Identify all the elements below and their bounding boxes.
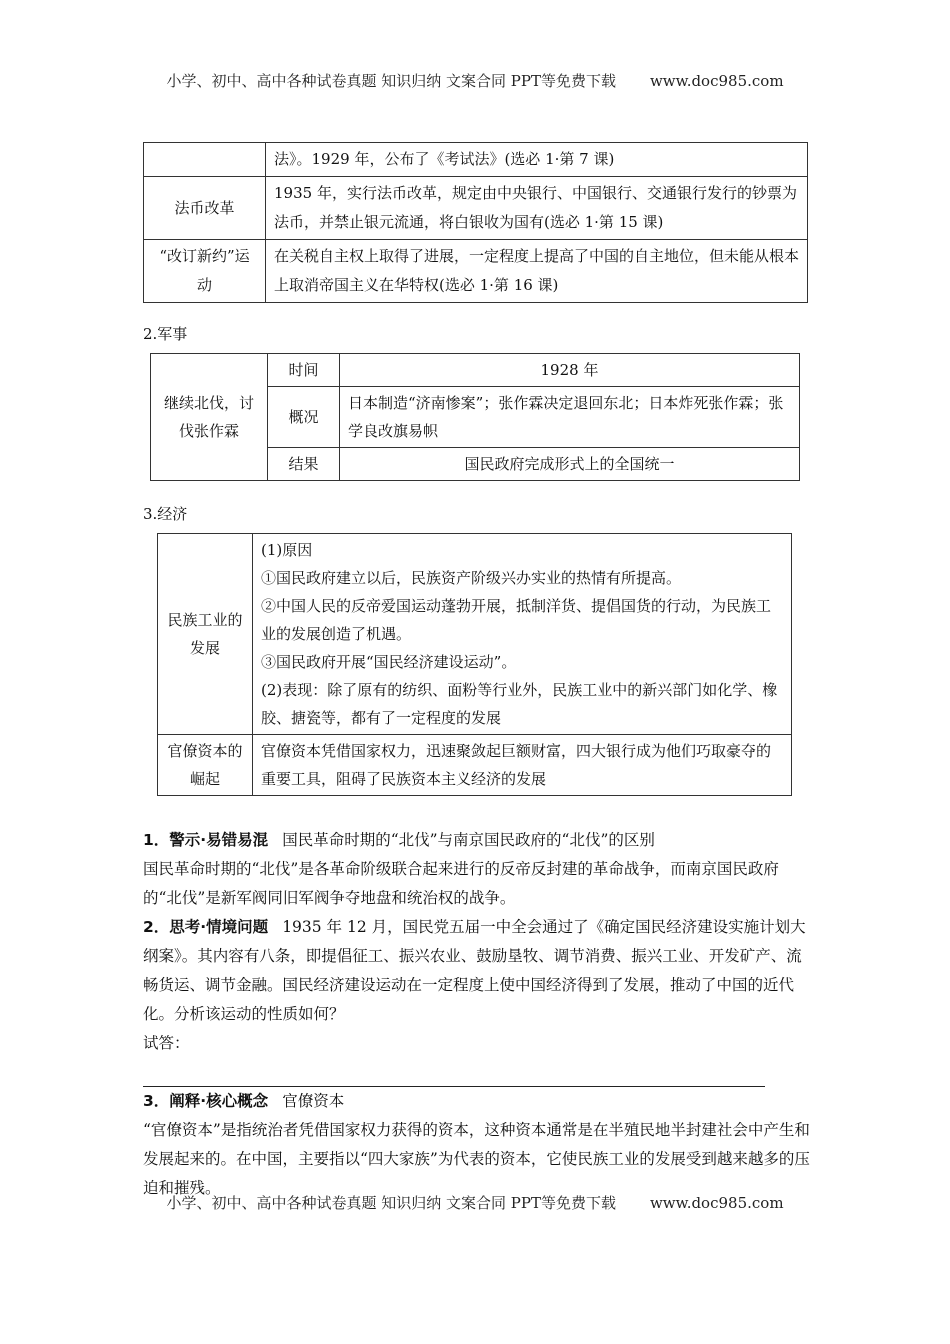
row-label <box>144 143 266 177</box>
table-row <box>158 735 792 796</box>
table-row <box>144 240 808 303</box>
row-label: 民族工业的发展 <box>158 534 253 735</box>
note-3-heading <box>143 1087 811 1116</box>
note-2-body: 1935 年 12 月，国民党五届一中全会通过了《确定国民经济建设实施计划大纲案》。其内容有八条，即提倡征工、振兴农业、鼓励垦牧、调节消费、振兴工业、开发矿产、流畅货运、调节金融。国民经济建设运动在一定程度上使中国经济得到了发展，推动了中国的近代化。分析该运动的性质如何？ <box>143 918 806 1023</box>
content-line: (1)原因 <box>261 541 313 559</box>
footer-site-link[interactable]: www.doc985.com <box>649 1194 784 1212</box>
content-line: ①国民政府建立以后，民族资产阶级兴办实业的热情有所提高。 <box>261 569 682 587</box>
content-line: 官僚资本凭借国家权力，迅速聚敛起巨额财富，四大银行成为他们巧取豪夺的重要工具，阻碍了民族资本主义经济的发展 <box>261 742 772 788</box>
row-content: 1935 年，实行法币改革，规定由中央银行、中国银行、交通银行发行的钞票为法币，并禁止银元流通，将白银收为国有(选必 1·第 15 课) <box>266 177 808 240</box>
row-value: 1928 年 <box>340 354 800 387</box>
section-heading-military: 2.军事 <box>143 325 188 343</box>
content-line: ②中国人民的反帝爱国运动蓬勃开展，抵制洋货、提倡国货的行动，为民族工业的发展创造了机遇。 <box>261 597 772 643</box>
row-label: 法币改革 <box>144 177 266 240</box>
row-key: 结果 <box>268 448 340 481</box>
page-header <box>0 70 950 91</box>
note-2-title: 2．思考·情境问题 <box>143 918 269 936</box>
row-content <box>253 534 792 735</box>
header-site-link[interactable]: www.doc985.com <box>649 72 784 90</box>
row-label: 继续北伐，讨伐张作霖 <box>151 354 268 481</box>
row-key: 时间 <box>268 354 340 387</box>
note-1-heading <box>143 826 811 855</box>
note-3-title: 3．阐释·核心概念 <box>143 1092 269 1110</box>
table-row <box>158 534 792 735</box>
row-content: 法》。1929 年，公布了《考试法》(选必 1·第 7 课) <box>266 143 808 177</box>
table-row <box>144 177 808 240</box>
header-text: 小学、初中、高中各种试卷真题 知识归纳 文案合同 PPT等免费下载 <box>166 72 616 90</box>
row-content: 在关税自主权上取得了进展，一定程度上提高了中国的自主地位，但未能从根本上取消帝国主义在华特权(选必 1·第 16 课) <box>266 240 808 303</box>
answer-blank-line[interactable] <box>143 1066 765 1087</box>
section-heading-economy: 3.经济 <box>143 505 188 523</box>
row-value: 国民政府完成形式上的全国统一 <box>340 448 800 481</box>
page-footer <box>0 1192 950 1213</box>
note-1-topic: 国民革命时期的“北伐”与南京国民政府的“北伐”的区别 <box>282 831 655 849</box>
answer-label: 试答： <box>143 1034 190 1052</box>
politics-table <box>143 142 808 303</box>
row-content <box>253 735 792 796</box>
military-table <box>150 353 800 481</box>
note-3-body: “官僚资本”是指统治者凭借国家权力获得的资本，这种资本通常是在半殖民地半封建社会中产生和发展起来的。在中国，主要指以“四大家族”为代表的资本，它使民族工业的发展受到越来越多的压迫和摧残。 <box>143 1121 810 1197</box>
note-1-body: 国民革命时期的“北伐”是各革命阶级联合起来进行的反帝反封建的革命战争，而南京国民政府的“北伐”是新军阀同旧军阀争夺地盘和统治权的战争。 <box>143 860 779 907</box>
row-value: 日本制造“济南惨案”；张作霖决定退回东北；日本炸死张作霖；张学良改旗易帜 <box>340 387 800 448</box>
note-3-topic: 官僚资本 <box>282 1092 345 1110</box>
footer-text: 小学、初中、高中各种试卷真题 知识归纳 文案合同 PPT等免费下载 <box>166 1194 616 1212</box>
row-key: 概况 <box>268 387 340 448</box>
note-1-title: 1．警示·易错易混 <box>143 831 269 849</box>
row-label: “改订新约”运动 <box>144 240 266 303</box>
notes-section <box>143 826 811 1203</box>
content-line: ③国民政府开展“国民经济建设运动”。 <box>261 653 517 671</box>
table-row <box>151 354 800 387</box>
economy-table <box>157 533 792 796</box>
note-2-paragraph <box>143 913 811 1029</box>
content-line: (2)表现：除了原有的纺织、面粉等行业外，民族工业中的新兴部门如化学、橡胶、搪瓷等，都有了一定程度的发展 <box>261 681 778 727</box>
table-row <box>144 143 808 177</box>
answer-row <box>143 1029 811 1087</box>
row-label: 官僚资本的崛起 <box>158 735 253 796</box>
